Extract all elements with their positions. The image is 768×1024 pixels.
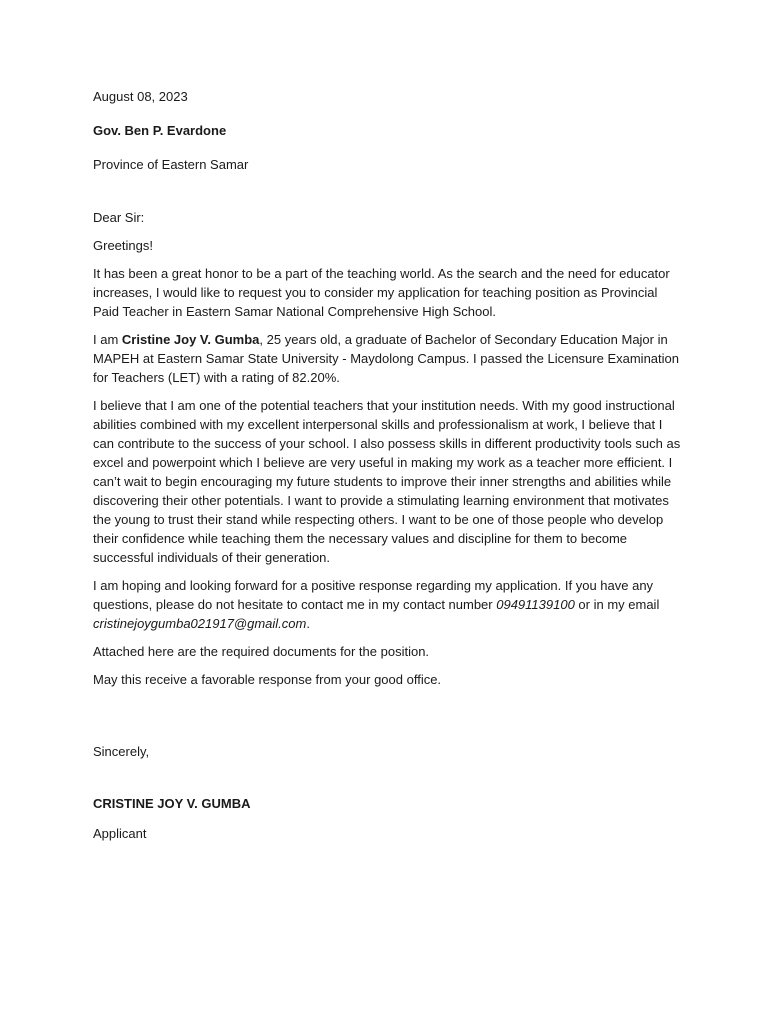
letter-body [93,87,681,843]
qualifications-text-end: , 25 years old, a graduate of Bachelor of Secondary Education Major in MAPEH at Eastern Samar State University - Maydolong Campus. I passed the Licensure Examination for Teachers (LET) with a rating of 82.20%. [93,332,679,385]
signature-name: CRISTINE JOY V. GUMBA [93,796,251,811]
contact-text-end: . [306,616,310,631]
paragraph-skills: I believe that I am one of the potential teachers that your institution needs. With my good instructional abilities combined with my excellent interpersonal skills and professionalism at work, I believe that I can contribute to the success of your school. I also possess skills in different productivity tools such as excel and powerpoint which I believe are very useful in making my work as a teacher more efficient. I can’t wait to begin encouraging my future students to improve their inner strengths and abilities while discovering their other potentials. I want to provide a stimulating learning environment that motivates the young to trust their stand while respecting others. I want to be one of those people who develop their confidence while teaching them the necessary values and discipline for them to become successful individuals of their generation. [93,398,681,565]
paragraph-contact [93,576,681,633]
recipient-organization: Province of Eastern Samar [93,157,249,172]
signature-title: Applicant [93,826,147,841]
applicant-name-inline: Cristine Joy V. Gumba [121,332,260,347]
contact-text-start: I am hoping and looking forward for a positive response regarding my application. If you have any questions, please do not hesitate to contact me in my contact number [93,578,654,612]
contact-email: cristinejoygumba021917@gmail.com [93,616,307,631]
paragraph-attachments: Attached here are the required documents for the position. [93,644,430,659]
paragraph-closing-wish: May this receive a favorable response from your good office. [93,672,442,687]
salutation: Dear Sir: [93,210,145,225]
letter-date: August 08, 2023 [93,89,188,104]
contact-phone: 09491139100 [496,597,575,612]
paragraph-intro: It has been a great honor to be a part of the teaching world. As the search and the need for educator increases, I would like to request you to consider my application for teaching position as Provincial Paid Teacher in Eastern Samar National Comprehensive High School. [93,266,670,319]
recipient-name: Gov. Ben P. Evardone [93,123,227,138]
paragraph-qualifications [93,330,681,387]
contact-text-middle: or in my email [574,597,660,612]
complimentary-close: Sincerely, [93,744,150,759]
qualifications-text-start: I am [93,332,122,347]
greeting: Greetings! [93,238,153,253]
